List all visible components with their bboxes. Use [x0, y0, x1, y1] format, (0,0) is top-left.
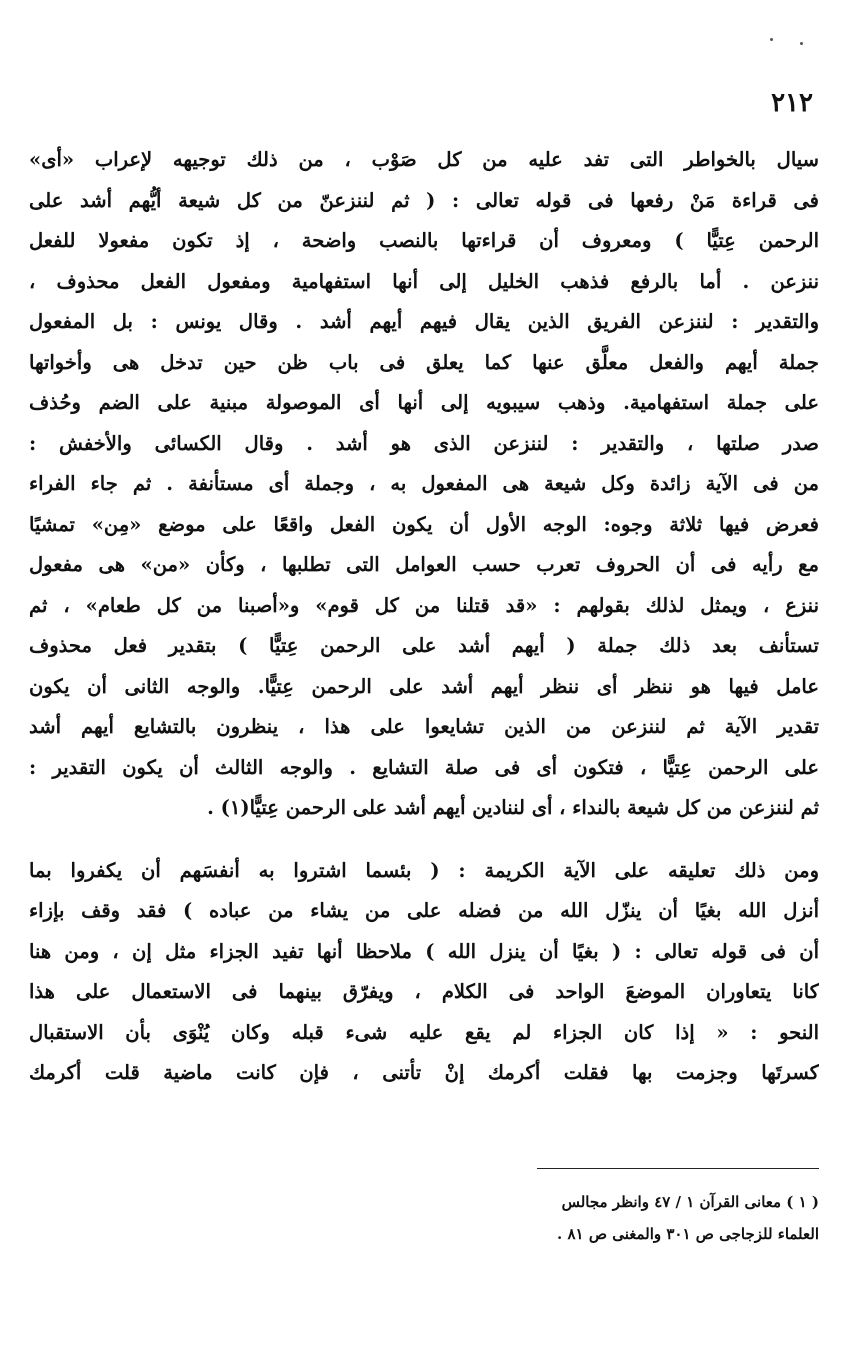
text-line: ننزع ، ويمثل لذلك بقولهم : «قد قتلنا من كل قوم» و«أصبنا من كل طعام» ، ثم	[29, 593, 819, 617]
text-line: من فى الآية زائدة وكل شيعة هى المفعول به ، وجملة أى مستأنفة . ثم جاء الفراء	[29, 472, 819, 495]
text-line: الرحمن عِتيًّا ) ومعروف أن قراءتها بالنصب واضحة ، إذ تكون مفعولا للفعل	[29, 229, 819, 252]
paragraph-1	[29, 140, 819, 829]
text-line: أن فى قوله تعالى : ( بغيًا أن ينزل الله ) ملاحظا أنها تفيد الجزاء مثل إن ، ومن هنا	[29, 939, 819, 963]
text-line: سيال بالخواطر التى تفد عليه من كل صَوْب ، من ذلك توجيهه لإعراب «أى»	[29, 148, 819, 171]
scan-speck	[770, 38, 773, 41]
text-line: فى قراءة مَنْ رفعها فى قوله تعالى : ( ثم لننزعنّ من كل شيعة أيُّهم أشد على	[29, 188, 819, 212]
text-line: كانا يتعاوران الموضعَ الواحد فى الكلام ، ويفرّق بينهما فى الاستعمال على هذا	[29, 980, 819, 1003]
footnotes	[319, 1186, 819, 1250]
text-line: على الرحمن عِتيًّا ، فتكون أى فى صلة التشايع . والوجه الثالث أن يكون التقدير :	[29, 755, 819, 779]
text-line: جملة أيهم والفعل معلَّق عنها كما يعلق فى باب ظن حين تدخل هى وأخواتها	[29, 350, 819, 374]
text-line: فعرض فيها ثلاثة وجوه: الوجه الأول أن يكون الفعل واقعًا على موضع «مِن» تمشيًا	[29, 512, 819, 536]
text-line: صدر صلتها ، والتقدير : لننزعن الذى هو أشد . وقال الكسائى والأخفش :	[29, 431, 819, 455]
page-number: ٢١٢	[771, 88, 813, 118]
main-text	[29, 140, 819, 1094]
text-line: ننزعن . أما بالرفع فذهب الخليل إلى أنها استفهامية ومفعول الفعل محذوف ،	[29, 269, 819, 293]
paragraph-2	[29, 851, 819, 1094]
text-line: والتقدير : لننزعن الفريق الذين يقال فيهم أيهم أشد . وقال يونس : بل المفعول	[29, 310, 819, 333]
text-line: تستأنف بعد ذلك جملة ( أيهم أشد على الرحمن عِتيًّا ) بتقدير فعل محذوف	[29, 634, 819, 657]
text-line: على جملة استفهامية. وذهب سيبويه إلى أنها أى الموصولة مبنية على الضم وحُذف	[29, 391, 819, 414]
paragraph-gap	[29, 829, 819, 851]
text-line: النحو : « إذا كان الجزاء لم يقع عليه شىء قبله وكان يُنْوَى بأن الاستقبال	[29, 1020, 819, 1044]
text-line: تقدير الآية ثم لننزعن من الذين تشايعوا على هذا ، ينظرون بالتشايع أيهم أشد	[29, 715, 819, 738]
footnote-separator	[537, 1168, 819, 1169]
footnote-line: ( ١ ) معانى القرآن ١ / ٤٧ وانظر مجالس	[561, 1193, 819, 1211]
text-line: ومن ذلك تعليقه على الآية الكريمة : ( بئسما اشتروا به أنفسَهم أن يكفروا بما	[29, 858, 819, 882]
text-line: أنزل الله بغيًا أن ينزّل الله من فضله على من يشاء من عباده ) فقد وقف بإزاء	[29, 899, 819, 922]
text-line: كسرتَها وجزمت بها فقلت أكرمك إنْ تأتنى ، فإن كانت ماضية قلت أكرمك	[29, 1061, 819, 1084]
text-line: عامل فيها هو ننظر أى ننظر أيهم أشد على الرحمن عِتيًّا. والوجه الثانى أن يكون	[29, 674, 819, 698]
scan-speck	[800, 42, 803, 45]
text-line-last: ثم لننزعن من كل شيعة بالنداء ، أى لننادين أيهم أشد على الرحمن عِتيًّا(١) .	[207, 796, 819, 819]
text-line: مع رأيه فى أن الحروف تعرب حسب العوامل التى تطلبها ، وكأن «من» هى مفعول	[29, 553, 819, 576]
footnote-line: العلماء للزجاجى ص ٣٠١ والمغنى ص ٨١ .	[557, 1225, 819, 1243]
